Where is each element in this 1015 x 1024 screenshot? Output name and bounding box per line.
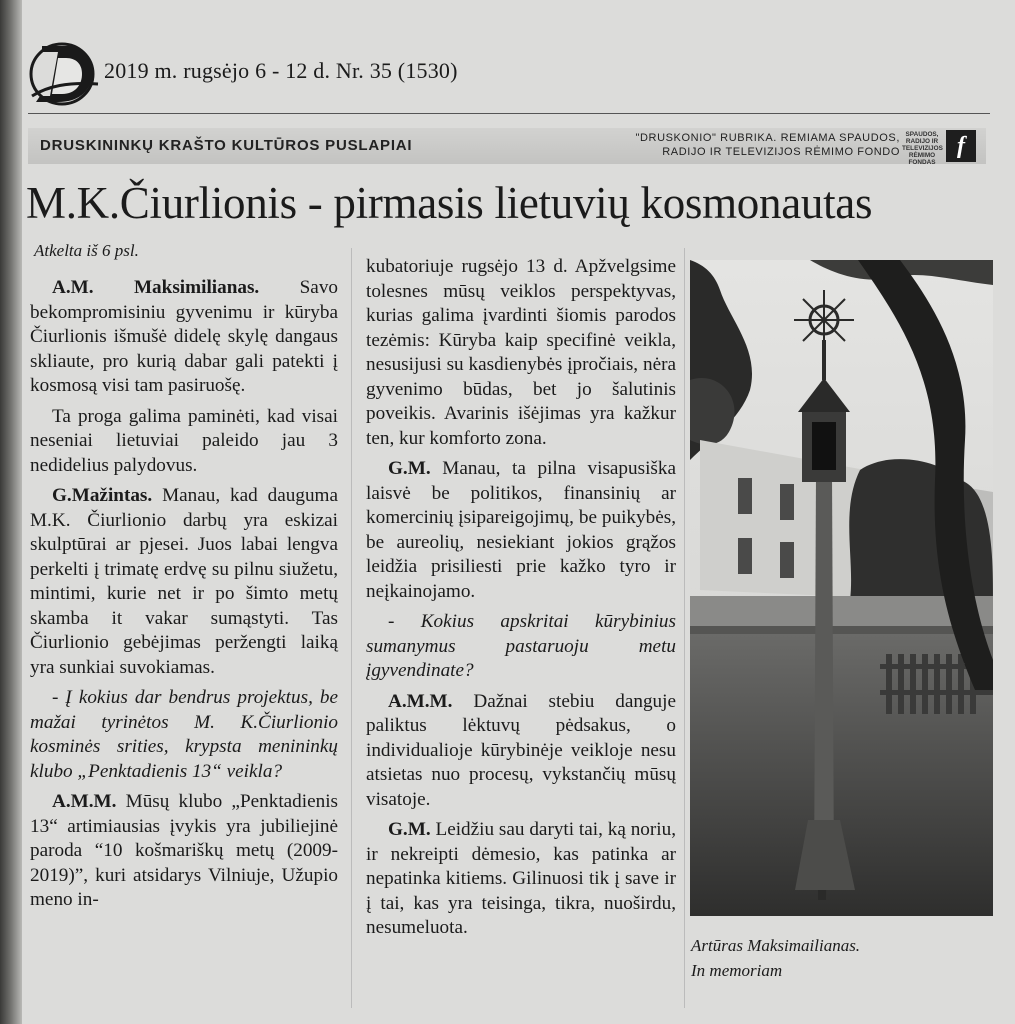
paragraph-text: Savo bekompromisiniu gyvenimu ir kūryba Čiurlionis išmušė didelę skylę dangaus skliaute, pro kurią dabar gali patekti į kosmosą visi tam pasiruošę. — [30, 277, 338, 396]
article-column-2 — [366, 255, 676, 947]
article-column-1 — [30, 276, 338, 919]
paragraph — [366, 255, 676, 451]
paragraph-text: Leidžiu sau daryti tai, ką noriu, ir nekreipti dėmesio, kas patinka ar nepatinka kitiems. Gilinuosi tik į save ir į tai, kas yra teisinga, tikra, nuoširdu, nesumeluota. — [366, 819, 676, 938]
issue-date-line: 2019 m. rugsėjo 6 - 12 d. Nr. 35 (1530) — [104, 58, 458, 83]
book-spine-shadow — [0, 0, 22, 1024]
paragraph — [30, 484, 338, 680]
paragraph-text: Mūsų klubo „Penktadienis 13“ artimiausias įvykis yra jubiliejinė paroda “10 košmariškų metų (2009-2019)”, kuri atsidarys Vilniuje, Užupio meno in- — [30, 791, 338, 910]
speaker-name: G.M. — [388, 819, 431, 840]
paragraph-text: Ta proga galima paminėti, kad visai neseniai lietuviai paleido jau 3 nedidelius palydovus. — [30, 405, 338, 476]
section-title: DRUSKININKŲ KRAŠTO KULTŪROS PUSLAPIAI — [40, 137, 413, 154]
speaker-name: G.M. — [388, 458, 431, 479]
continued-from-note: Atkelta iš 6 psl. — [34, 241, 139, 260]
section-sponsor-note: "DRUSKONIO" RUBRIKA. REMIAMA SPAUDOS, RADIJO IR TELEVIZIJOS RĖMIMO FONDO — [635, 132, 900, 158]
paragraph — [30, 276, 338, 399]
paragraph — [30, 790, 338, 913]
speaker-name: A.M. Maksimilianas. — [52, 277, 260, 298]
speaker-name: G.Mažintas. — [52, 485, 153, 506]
caption-line: In memoriam — [691, 961, 783, 980]
section-band — [28, 128, 986, 164]
paragraph-text: Manau, kad dauguma M.K. Čiurlionio darbų yra eskizai skulptūrai ar pjesei. Juos labai lengva perkelti į trimatę erdvę su pilnu siužetu, mintimi, kurie net ir po šimto metų skamba it vakar sumąstyti. Tas Čiurlionio gebėjimas peržengti laiką yra sunkiai suvokiamas. — [30, 485, 338, 678]
paragraph-text: Dažnai stebiu danguje paliktus lėktuvų pėdsakus, o individualioje kūrybinėje veikloje nesu atsietas nuo procesų, vykstančių mūsų visatoje. — [366, 690, 676, 810]
article-headline: M.K.Čiurlionis - pirmasis lietuvių kosmonautas — [26, 178, 873, 228]
paragraph-text: kubatoriuje rugsėjo 13 d. Apžvelgsime tolesnes mūsų veiklos perspektyvas, kurias galima įvardinti šiomis parodos tezėmis: Kūryba kaip specifinė veikla, nesusijusi su kasdienybės įpročiais, nėra gyvenimo būdas, bet jo šalutinis poveikis. Avarinis išėjimas yra kažkur ten, kur komforto zona. — [366, 256, 676, 449]
article-photo — [690, 260, 993, 916]
masthead-rule — [28, 113, 990, 114]
paragraph — [366, 457, 676, 604]
masthead — [28, 38, 988, 113]
paragraph — [30, 405, 338, 479]
column-divider — [351, 248, 352, 1008]
interviewer-question: - Į kokius dar bendrus projektus, be mažai tyrinėtos M. K.Čiurlionio kosminės srities, krypsta menininkų klubo „Penktadienis 13“ veikla? — [30, 687, 338, 782]
fund-logo-text: SPAUDOS, RADIJO IR TELEVIZIJOS RĖMIMO FONDAS — [902, 131, 943, 166]
column-divider — [684, 248, 685, 1008]
interviewer-question: - Kokius apskritai kūrybinius sumanymus pastaruoju metu įgyvendinate? — [366, 611, 676, 681]
paragraph-text: Manau, ta pilna visapusiška laisvė be politikos, finansinių ar komercinių įsipareigojimų, be puikybės, be aureolių, nesiekiant jokios grąžos leidžia prisiliesti prie kažko tyro ir neįkainojamo. — [366, 458, 676, 602]
paragraph — [366, 818, 676, 941]
speaker-name: A.M.M. — [52, 791, 117, 812]
photo-caption — [691, 933, 860, 983]
speaker-name: A.M.M. — [388, 690, 453, 712]
fund-logo-icon: f — [946, 130, 976, 162]
caption-line: Artūras Maksimailianas. — [691, 936, 861, 955]
newspaper-logo — [28, 38, 100, 108]
paragraph — [366, 690, 676, 813]
